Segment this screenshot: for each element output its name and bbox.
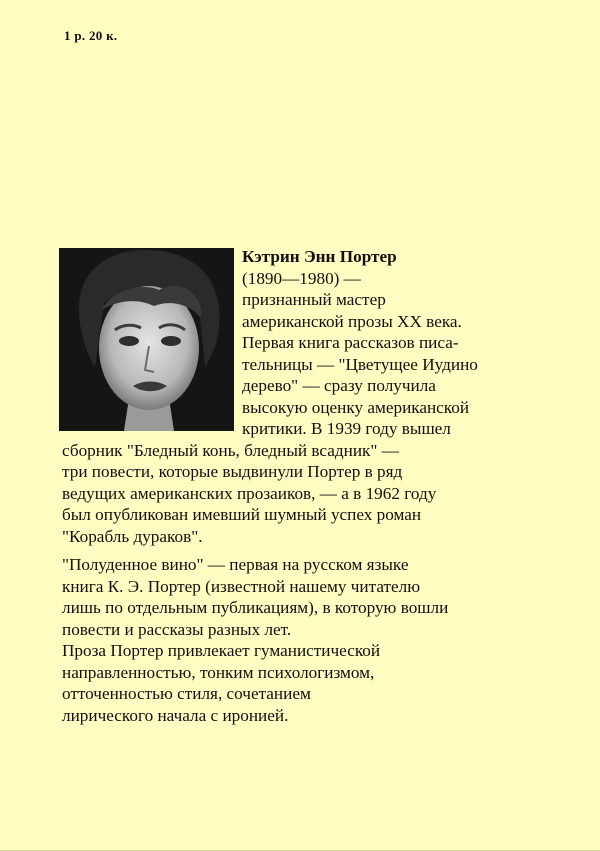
bio-line: сборник "Бледный конь, бледный всадник" — — [62, 440, 399, 460]
bio-line: высокую оценку американской — [242, 397, 470, 417]
book-line: лишь по отдельным публикациям), в которую вошли — [62, 598, 449, 617]
bio-line: американской прозы XX века. — [242, 311, 462, 331]
bio-line: ведущих американских прозаиков, — а в 1962 году — [62, 483, 437, 503]
bio-line: три повести, которые выдвинули Портер в ряд — [62, 462, 403, 481]
book-line: повести и рассказы разных лет. — [62, 619, 292, 639]
bio-line: дерево" — сразу получила — [242, 376, 436, 395]
book-line: Проза Портер привлекает гуманистической — [62, 641, 381, 660]
bio-line: "Корабль дураков". — [62, 526, 203, 546]
author-years: (1890—1980) — — [242, 268, 361, 288]
book-line: отточенностью стиля, сочетанием — [62, 684, 311, 703]
book-line: направленностью, тонким психологизмом, — [62, 662, 375, 682]
book-line: "Полуденное вино" — первая на русском языке — [62, 555, 409, 574]
author-name: Кэтрин Энн Портер — [242, 247, 397, 266]
bio-line: критики. В 1939 году вышел — [242, 419, 451, 438]
book-line: книга К. Э. Портер (известной нашему читателю — [62, 576, 421, 596]
book-line: лирического начала с иронией. — [62, 705, 289, 725]
price-label: 1 р. 20 к. — [64, 28, 118, 43]
bio-line: был опубликован имевший шумный успех роман — [62, 505, 422, 524]
bio-line: тельницы — "Цветущее Иудино — [242, 354, 478, 374]
bio-line: признанный мастер — [242, 290, 386, 309]
bio-line: Первая книга рассказов писа- — [242, 333, 459, 352]
annotation-text — [62, 246, 562, 726]
